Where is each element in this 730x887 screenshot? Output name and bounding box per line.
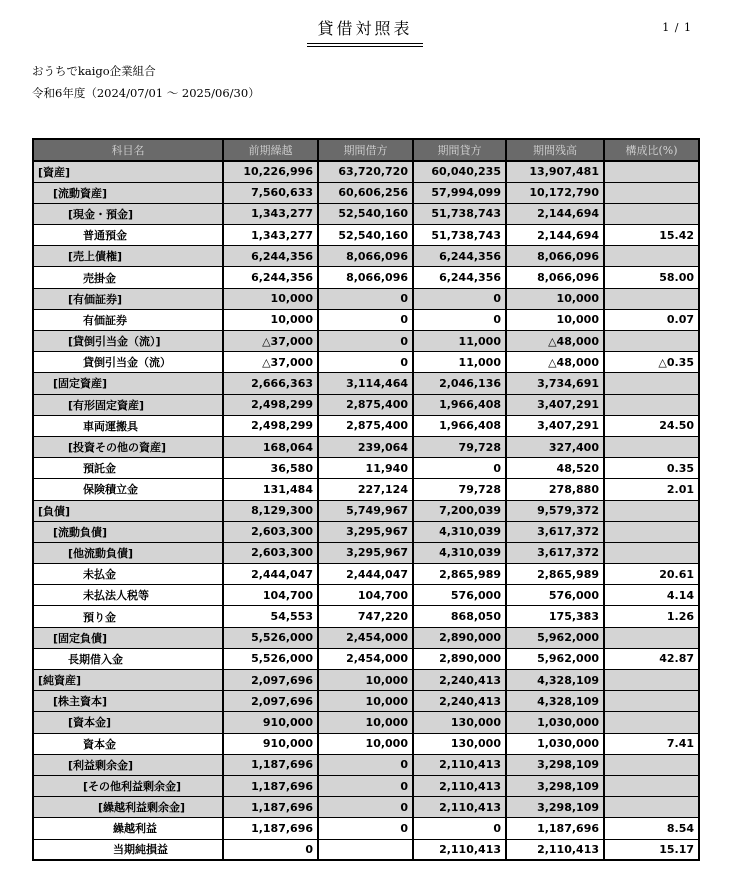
credit-cell: 130,000 (413, 733, 506, 754)
debit-cell: 0 (318, 331, 413, 352)
prev-balance-cell: 2,097,696 (223, 691, 318, 712)
credit-cell: 2,240,413 (413, 670, 506, 691)
ratio-cell (604, 373, 699, 394)
balance-cell: 10,000 (506, 288, 604, 309)
ratio-cell: 24.50 (604, 415, 699, 436)
table-row (33, 352, 699, 373)
credit-cell: 2,890,000 (413, 648, 506, 669)
table-row (33, 246, 699, 267)
table-row (33, 754, 699, 775)
account-name-cell: 有価証券 (33, 309, 223, 330)
balance-cell: 2,865,989 (506, 564, 604, 585)
debit-cell: 60,606,256 (318, 182, 413, 203)
ratio-cell: 8.54 (604, 818, 699, 839)
debit-cell: 2,875,400 (318, 415, 413, 436)
account-name-cell: [現金・預金] (33, 203, 223, 224)
balance-cell: 5,962,000 (506, 648, 604, 669)
account-name-cell: 保険積立金 (33, 479, 223, 500)
debit-cell: 0 (318, 352, 413, 373)
credit-cell: 0 (413, 458, 506, 479)
ratio-cell (604, 246, 699, 267)
ratio-cell: 58.00 (604, 267, 699, 288)
table-body (33, 161, 699, 860)
table-row (33, 331, 699, 352)
account-name-cell: 当期純損益 (33, 839, 223, 860)
table-row (33, 479, 699, 500)
balance-cell: 3,407,291 (506, 415, 604, 436)
fiscal-period: 令和6年度（2024/07/01 ～ 2025/06/30） (32, 86, 260, 100)
prev-balance-cell: 0 (223, 839, 318, 860)
debit-cell: 8,066,096 (318, 267, 413, 288)
credit-cell: 2,890,000 (413, 627, 506, 648)
table-row (33, 161, 699, 182)
account-name-cell: [投資その他の資産] (33, 436, 223, 457)
prev-balance-cell: 131,484 (223, 479, 318, 500)
balance-cell: 13,907,481 (506, 161, 604, 182)
balance-cell: 10,172,790 (506, 182, 604, 203)
prev-balance-cell: 2,666,363 (223, 373, 318, 394)
credit-cell: 51,738,743 (413, 225, 506, 246)
table-row (33, 182, 699, 203)
ratio-cell: △0.35 (604, 352, 699, 373)
account-name-cell: [資産] (33, 161, 223, 182)
balance-cell: 9,579,372 (506, 500, 604, 521)
prev-balance-cell: 5,526,000 (223, 627, 318, 648)
debit-cell: 3,295,967 (318, 542, 413, 563)
credit-cell: 11,000 (413, 331, 506, 352)
balance-cell: 175,383 (506, 606, 604, 627)
credit-cell: 0 (413, 288, 506, 309)
debit-cell: 52,540,160 (318, 203, 413, 224)
debit-cell: 10,000 (318, 712, 413, 733)
account-name-cell: [流動負債] (33, 521, 223, 542)
debit-cell: 52,540,160 (318, 225, 413, 246)
table-row (33, 309, 699, 330)
balance-cell: 5,962,000 (506, 627, 604, 648)
credit-cell: 2,046,136 (413, 373, 506, 394)
debit-cell: 0 (318, 775, 413, 796)
balance-cell: 3,298,109 (506, 775, 604, 796)
debit-cell: 2,454,000 (318, 648, 413, 669)
account-name-cell: 売掛金 (33, 267, 223, 288)
ratio-cell: 7.41 (604, 733, 699, 754)
ratio-cell: 15.42 (604, 225, 699, 246)
credit-cell: 576,000 (413, 585, 506, 606)
debit-cell: 227,124 (318, 479, 413, 500)
balance-cell: 3,407,291 (506, 394, 604, 415)
debit-cell: 11,940 (318, 458, 413, 479)
credit-cell: 1,966,408 (413, 415, 506, 436)
balance-cell: 8,066,096 (506, 267, 604, 288)
debit-cell: 0 (318, 754, 413, 775)
prev-balance-cell: 54,553 (223, 606, 318, 627)
credit-cell: 130,000 (413, 712, 506, 733)
credit-cell: 4,310,039 (413, 521, 506, 542)
table-row (33, 288, 699, 309)
table-row (33, 606, 699, 627)
account-name-cell: 貸倒引当金（流） (33, 352, 223, 373)
debit-cell: 63,720,720 (318, 161, 413, 182)
prev-balance-cell: 2,498,299 (223, 394, 318, 415)
table-row (33, 203, 699, 224)
balance-cell: 8,066,096 (506, 246, 604, 267)
ratio-cell (604, 627, 699, 648)
balance-cell: △48,000 (506, 352, 604, 373)
ratio-cell (604, 203, 699, 224)
ratio-cell (604, 288, 699, 309)
debit-cell: 10,000 (318, 691, 413, 712)
table-row (33, 733, 699, 754)
credit-cell: 7,200,039 (413, 500, 506, 521)
balance-sheet-table (32, 138, 700, 861)
balance-cell: 3,298,109 (506, 754, 604, 775)
table-row (33, 394, 699, 415)
ratio-cell: 2.01 (604, 479, 699, 500)
credit-cell: 57,994,099 (413, 182, 506, 203)
debit-cell: 747,220 (318, 606, 413, 627)
debit-cell: 2,875,400 (318, 394, 413, 415)
credit-cell: 2,110,413 (413, 754, 506, 775)
debit-cell (318, 839, 413, 860)
table-row (33, 670, 699, 691)
ratio-cell: 1.26 (604, 606, 699, 627)
account-name-cell: [流動資産] (33, 182, 223, 203)
debit-cell: 3,114,464 (318, 373, 413, 394)
ratio-cell (604, 754, 699, 775)
ratio-cell: 20.61 (604, 564, 699, 585)
ratio-cell: 15.17 (604, 839, 699, 860)
debit-cell: 0 (318, 818, 413, 839)
balance-cell: 3,617,372 (506, 542, 604, 563)
prev-balance-cell: 910,000 (223, 733, 318, 754)
debit-cell: 0 (318, 797, 413, 818)
ratio-cell: 0.07 (604, 309, 699, 330)
ratio-cell: 42.87 (604, 648, 699, 669)
balance-cell: 278,880 (506, 479, 604, 500)
table-row (33, 627, 699, 648)
prev-balance-cell: △37,000 (223, 331, 318, 352)
balance-cell: 1,030,000 (506, 733, 604, 754)
ratio-cell (604, 712, 699, 733)
debit-cell: 104,700 (318, 585, 413, 606)
debit-cell: 2,444,047 (318, 564, 413, 585)
account-name-cell: 車両運搬具 (33, 415, 223, 436)
table-row (33, 691, 699, 712)
balance-cell: 4,328,109 (506, 691, 604, 712)
column-header-account: 科目名 (33, 139, 223, 161)
balance-cell: 1,030,000 (506, 712, 604, 733)
table-row (33, 648, 699, 669)
prev-balance-cell: 104,700 (223, 585, 318, 606)
prev-balance-cell: 2,498,299 (223, 415, 318, 436)
prev-balance-cell: 10,000 (223, 288, 318, 309)
table-row (33, 564, 699, 585)
balance-cell: 48,520 (506, 458, 604, 479)
debit-cell: 0 (318, 309, 413, 330)
ratio-cell (604, 500, 699, 521)
credit-cell: 2,110,413 (413, 839, 506, 860)
ratio-cell (604, 331, 699, 352)
ratio-cell (604, 797, 699, 818)
prev-balance-cell: 1,187,696 (223, 818, 318, 839)
ratio-cell (604, 394, 699, 415)
ratio-cell (604, 436, 699, 457)
prev-balance-cell: 2,444,047 (223, 564, 318, 585)
debit-cell: 10,000 (318, 733, 413, 754)
prev-balance-cell: 2,603,300 (223, 542, 318, 563)
column-header-debit: 期間借方 (318, 139, 413, 161)
prev-balance-cell: 5,526,000 (223, 648, 318, 669)
table-row (33, 775, 699, 796)
column-header-balance: 期間残高 (506, 139, 604, 161)
debit-cell: 239,064 (318, 436, 413, 457)
ratio-cell: 4.14 (604, 585, 699, 606)
balance-cell: 2,110,413 (506, 839, 604, 860)
account-name-cell: [資本金] (33, 712, 223, 733)
credit-cell: 60,040,235 (413, 161, 506, 182)
table-row (33, 818, 699, 839)
prev-balance-cell: 7,560,633 (223, 182, 318, 203)
prev-balance-cell: 2,603,300 (223, 521, 318, 542)
prev-balance-cell: 1,343,277 (223, 225, 318, 246)
table-row (33, 373, 699, 394)
balance-cell: 3,298,109 (506, 797, 604, 818)
table-row (33, 458, 699, 479)
prev-balance-cell: 168,064 (223, 436, 318, 457)
credit-cell: 0 (413, 309, 506, 330)
balance-cell: 2,144,694 (506, 203, 604, 224)
account-name-cell: 普通預金 (33, 225, 223, 246)
account-name-cell: [利益剰余金] (33, 754, 223, 775)
prev-balance-cell: 1,187,696 (223, 797, 318, 818)
prev-balance-cell: 1,187,696 (223, 754, 318, 775)
debit-cell: 10,000 (318, 670, 413, 691)
ratio-cell: 0.35 (604, 458, 699, 479)
balance-cell: 3,617,372 (506, 521, 604, 542)
balance-cell: 1,187,696 (506, 818, 604, 839)
table-row (33, 712, 699, 733)
account-name-cell: [その他利益剰余金] (33, 775, 223, 796)
ratio-cell (604, 161, 699, 182)
table-row (33, 521, 699, 542)
ratio-cell (604, 670, 699, 691)
prev-balance-cell: 36,580 (223, 458, 318, 479)
credit-cell: 79,728 (413, 436, 506, 457)
account-name-cell: [他流動負債] (33, 542, 223, 563)
table-row (33, 585, 699, 606)
ratio-cell (604, 182, 699, 203)
balance-cell: △48,000 (506, 331, 604, 352)
prev-balance-cell: 10,000 (223, 309, 318, 330)
credit-cell: 868,050 (413, 606, 506, 627)
account-name-cell: [純資産] (33, 670, 223, 691)
prev-balance-cell: 10,226,996 (223, 161, 318, 182)
account-name-cell: 資本金 (33, 733, 223, 754)
balance-cell: 2,144,694 (506, 225, 604, 246)
company-name: おうちでkaigo企業組合 (32, 64, 156, 78)
ratio-cell (604, 691, 699, 712)
table-row (33, 225, 699, 246)
account-name-cell: 長期借入金 (33, 648, 223, 669)
balance-cell: 576,000 (506, 585, 604, 606)
debit-cell: 2,454,000 (318, 627, 413, 648)
debit-cell: 8,066,096 (318, 246, 413, 267)
balance-cell: 3,734,691 (506, 373, 604, 394)
account-name-cell: [有形固定資産] (33, 394, 223, 415)
prev-balance-cell: 910,000 (223, 712, 318, 733)
credit-cell: 2,240,413 (413, 691, 506, 712)
prev-balance-cell: 6,244,356 (223, 267, 318, 288)
credit-cell: 0 (413, 818, 506, 839)
prev-balance-cell: 8,129,300 (223, 500, 318, 521)
balance-cell: 4,328,109 (506, 670, 604, 691)
account-name-cell: 繰越利益 (33, 818, 223, 839)
table-row (33, 542, 699, 563)
table-row (33, 797, 699, 818)
debit-cell: 0 (318, 288, 413, 309)
account-name-cell: [有価証券] (33, 288, 223, 309)
credit-cell: 51,738,743 (413, 203, 506, 224)
column-header-ratio: 構成比(%) (604, 139, 699, 161)
ratio-cell (604, 521, 699, 542)
ratio-cell (604, 775, 699, 796)
prev-balance-cell: 6,244,356 (223, 246, 318, 267)
credit-cell: 6,244,356 (413, 246, 506, 267)
account-name-cell: [固定負債] (33, 627, 223, 648)
report-title-wrap (0, 16, 730, 47)
header-row (33, 139, 699, 161)
account-name-cell: 未払法人税等 (33, 585, 223, 606)
table-row (33, 415, 699, 436)
account-name-cell: [貸倒引当金（流）] (33, 331, 223, 352)
account-name-cell: [売上債権] (33, 246, 223, 267)
balance-cell: 327,400 (506, 436, 604, 457)
account-name-cell: 未払金 (33, 564, 223, 585)
balance-cell: 10,000 (506, 309, 604, 330)
account-name-cell: 預託金 (33, 458, 223, 479)
account-name-cell: [繰越利益剰余金] (33, 797, 223, 818)
table-row (33, 500, 699, 521)
prev-balance-cell: 1,187,696 (223, 775, 318, 796)
credit-cell: 2,110,413 (413, 797, 506, 818)
credit-cell: 4,310,039 (413, 542, 506, 563)
credit-cell: 1,966,408 (413, 394, 506, 415)
account-name-cell: [固定資産] (33, 373, 223, 394)
table-row (33, 839, 699, 860)
table-header (33, 139, 699, 161)
ratio-cell (604, 542, 699, 563)
page-title: 貸借対照表 (307, 16, 422, 47)
table-row (33, 267, 699, 288)
prev-balance-cell: △37,000 (223, 352, 318, 373)
account-name-cell: [負債] (33, 500, 223, 521)
column-header-prev-balance: 前期繰越 (223, 139, 318, 161)
credit-cell: 79,728 (413, 479, 506, 500)
account-name-cell: 預り金 (33, 606, 223, 627)
table-row (33, 436, 699, 457)
credit-cell: 6,244,356 (413, 267, 506, 288)
credit-cell: 2,865,989 (413, 564, 506, 585)
credit-cell: 11,000 (413, 352, 506, 373)
prev-balance-cell: 2,097,696 (223, 670, 318, 691)
debit-cell: 3,295,967 (318, 521, 413, 542)
prev-balance-cell: 1,343,277 (223, 203, 318, 224)
account-name-cell: [株主資本] (33, 691, 223, 712)
credit-cell: 2,110,413 (413, 775, 506, 796)
page-number: 1 / 1 (662, 21, 692, 34)
debit-cell: 5,749,967 (318, 500, 413, 521)
column-header-credit: 期間貸方 (413, 139, 506, 161)
